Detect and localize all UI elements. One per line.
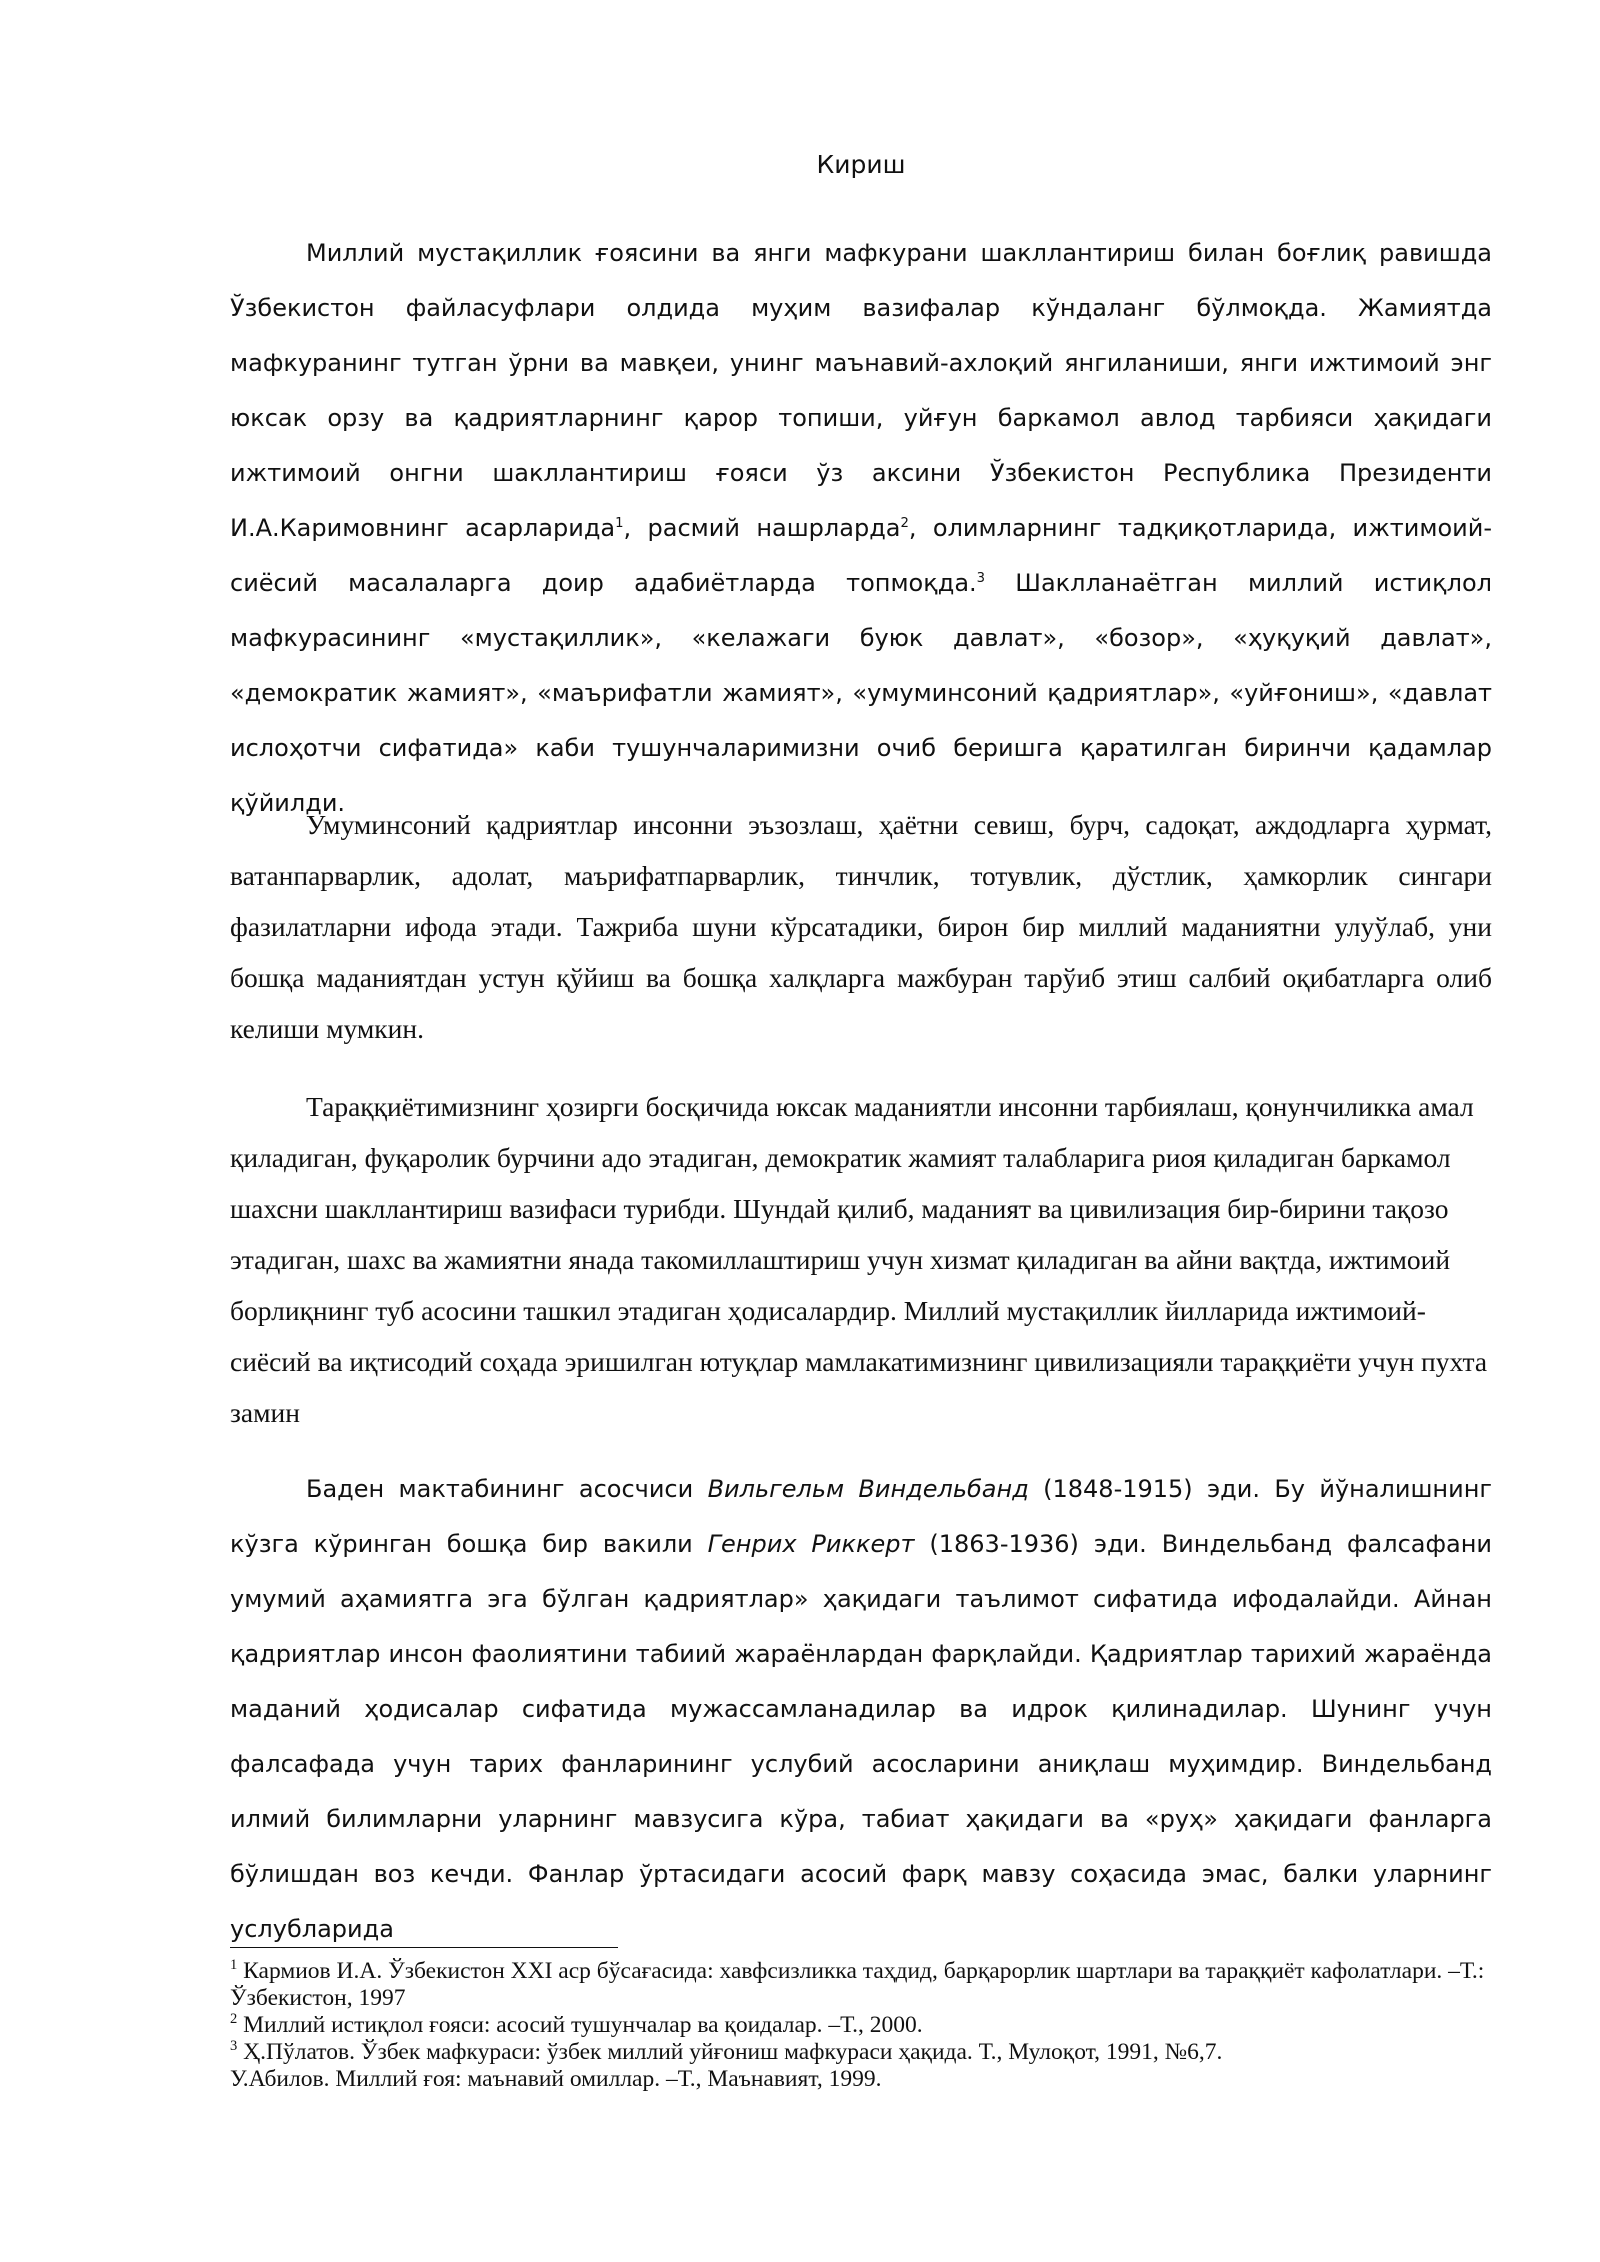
footnote-3 [230,2039,1492,2066]
footnote-number: 1 [230,1957,238,1974]
paragraph-baden-school [230,1462,1492,1957]
footnote-separator [230,1947,618,1948]
footnote-ref-1[interactable]: 1 [615,516,624,531]
footnote-text: Кармиов И.А. Ўзбекистон XXI аср бўсағасида: хавфсизликка таҳдид, барқарорлик шартлари ва тараққиёт кафолатлари. –Т.: Ўзбекистон, 1997 [230,1958,1485,2011]
paragraph-text: Баден мактабининг асосчиси [306,1475,708,1503]
paragraph-universal-values: Умуминсоний қадриятлар инсонни эъзозлаш, ҳаётни севиш, бурч, садоқат, аждодларга ҳурмат, ватанпарварлик, адолат, маърифатпарварлик, тинчлик, тотувлик, дўстлик, ҳамкорлик сингари фазилатларни ифода этади. Тажриба шуни кўрсатадики, бирон бир миллий маданиятни улуўлаб, уни бошқа маданиятдан устун қўйиш ва бошқа халқларга мажбуран тарўиб этиш салбий оқибатларга олиб келиши мумкин. [230,809,1492,1044]
paragraph-development: Тараққиётимизнинг ҳозирги босқичида юксак маданиятли инсонни тарбиялаш, қонунчиликка амал қиладиган, фуқаролик бурчини адо этадиган, демократик жамият талабларига риоя қиладиган баркамол шахсни шакллантириш вазифаси турибди. Шундай қилиб, маданият ва цивилизация бир-бирини тақозо этадиган, шахс ва жамиятни янада такомиллаштириш учун хизмат қиладиган ва айни вақтда, ижтимоий борлиқнинг туб асосини ташкил этадиган ҳодисалардир. Миллий мустақиллик йилларида ижтимоий-сиёсий ва иқтисодий соҳада эришилган ютуқлар мамлакатимизнинг цивилизацияли тараққиёти учун пухта замин [230,1091,1488,1428]
paragraph-text: , расмий нашрларда [623,514,901,542]
person-name-windelband: Вильгельм Виндельбанд [707,1475,1029,1503]
footnote-ref-3[interactable]: 3 [976,571,986,586]
paragraph-text: , олимларнинг тадқиқотларида, ижтимоий-сиёсий масалаларга доир адабиётларда топмоқда. [230,514,1492,597]
footnote-text: Ҳ.Пўлатов. Ўзбек мафкураси: ўзбек миллий уйғониш мафкураси ҳақида. Т., Мулоқот, 1991, №6,7. [237,2039,1223,2065]
paragraph-text: Шаклланаётган миллий истиқлол мафкурасининг «мустақиллик», «келажаги буюк давлат», «бозор», «ҳуқуқий давлат», «демократик жамият», «маърифатли жамият», «умуминсоний қадриятлар», «уйғониш», «давлат ислоҳотчи сифатида» каби тушунчаларимизни очиб беришга қаратилган биринчи қадамлар қўйилди. [230,569,1492,817]
footnotes [230,1958,1492,2093]
paragraph-text: (1848-1915) эди. Бу йўналишнинг кўзга кўринган бошқа бир вакили [230,1475,1493,1558]
footnote-2 [230,2012,1492,2039]
footnote-number: 2 [230,2011,238,2028]
paragraph-text: (1863-1936) эди. Виндельбанд фалсафани умумий аҳамиятга эга бўлган қадриятлар» ҳақидаги таълимот сифатида ифодалайди. Айнан қадриятлар инсон фаолиятини табиий жараёнлардан фарқлайди. Қадриятлар тарихий жараёнда маданий ҳодисалар сифатида мужассамланадилар ва идрок қилинадилар. Шунинг учун фалсафада учун тарих фанларининг услубий асосларини аниқлаш муҳимдир. Виндельбанд илмий билимларни уларнинг мавзусига кўра, табиат ҳақидаги ва «руҳ» ҳақидаги фанларга бўлишдан воз кечди. Фанлар ўртасидаги асосий фарқ мавзу соҳасида эмас, балки уларнинг услубларида [230,1530,1492,1943]
document-page [230,0,1492,2262]
person-name-rickert: Генрих Риккерт [707,1530,915,1558]
page-title: Кириш [816,150,906,179]
footnote-text: Миллий истиқлол ғояси: асосий тушунчалар ва қоидалар. –Т., 2000. [237,2012,923,2038]
footnote-ref-2[interactable]: 2 [900,516,909,531]
footnote-3-continuation: У.Абилов. Миллий ғоя: маънавий омиллар. –Т., Маънавият, 1999. [230,2066,882,2092]
paragraph-introduction [230,226,1492,831]
footnote-1 [230,1958,1492,2012]
footnote-number: 3 [230,2038,238,2055]
paragraph-text: Миллий мустақиллик ғоясини ва янги мафкурани шакллантириш билан боғлиқ равишда Ўзбекистон файласуфлари олдида муҳим вазифалар кўндаланг бўлмоқда. Жамиятда мафкуранинг тутган ўрни ва мавқеи, унинг маънавий-ахлоқий янгиланиши, янги ижтимоий энг юксак орзу ва қадриятларнинг қарор топиши, уйғун баркамол авлод тарбияси ҳақидаги ижтимоий онгни шакллантириш ғояси ўз аксини Ўзбекистон Республика Президенти И.А.Каримовнинг асарларида [230,239,1492,542]
